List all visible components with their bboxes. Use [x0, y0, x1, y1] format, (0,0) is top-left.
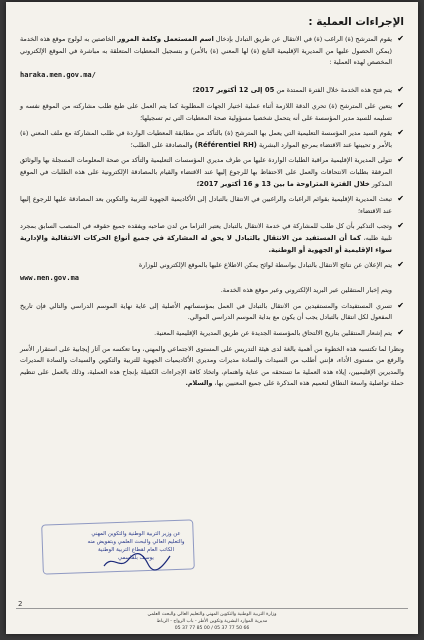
signature-line: عن وزير التربية الوطنية والتكوين المهني	[91, 531, 181, 537]
paragraph-11	[20, 344, 404, 390]
paragraph-bold: (Référentiel RH)	[194, 140, 257, 149]
ministry-url: www.men.gov.ma	[20, 273, 80, 282]
checkmark-icon: ✔	[397, 328, 404, 338]
paragraph-text: يتم الإعلان عن نتائج الانتقال بالتبادل بواسطة لوائح يمكن الاطلاع عليها بالموقع الإلكتروني للوزارة	[138, 261, 392, 270]
document-body	[20, 16, 404, 394]
paragraph-text: يتم فتح هذه الخدمة خلال الفترة الممتدة من	[274, 86, 392, 95]
checkmark-icon: ✔	[397, 194, 404, 204]
checkmark-icon: ✔	[397, 128, 404, 138]
footer-address: مديرية الموارد البشرية وتكوين الأطر - باب الرواح - الرباط	[156, 619, 268, 624]
footer-phone: 05 37 77 85 00 / 05 37 77 50 66	[174, 626, 250, 631]
closing-salutation: والسلام.	[185, 379, 213, 388]
paragraph-4	[20, 128, 404, 151]
handwritten-signature	[102, 550, 172, 572]
checkmark-icon: ✔	[397, 85, 404, 95]
footer-ministry: وزارة التربية الوطنية والتكوين المهني والتعليم العالي والبحث العلمي	[147, 612, 277, 617]
checkmark-icon: ✔	[397, 221, 404, 231]
paragraph-7	[20, 221, 404, 256]
paragraph-text: يتم إشعار المنتقلين بتاريخ الالتحاق بالمؤسسة الجديدة عن طريق المديرية الإقليمية المعنية.	[154, 329, 392, 338]
paragraph-bold: خلال الفترة المتراوحة ما بين 13 و 16 أكتوبر 2017؛	[196, 179, 370, 188]
section-heading: الإجراءات العملية :	[308, 16, 404, 28]
paragraph-text: والمصادقة على الطلب؛	[130, 140, 195, 149]
paragraph-text: يقوم المترشح (ة) الراغب (ة) في الانتقال عن طريق التبادل بإدخال	[213, 35, 393, 43]
checkmark-icon: ✔	[397, 300, 404, 310]
paragraph-1	[20, 34, 404, 81]
checkmark-icon: ✔	[397, 34, 404, 43]
paragraph-text: تتولى المديرية الإقليمية مراقبة الطلبات الواردة عليها من طرف مديري المؤسسات التعليمية والتأكد من صحة المعلومات المسجلة بها والوثائق المرفقة بطلبات الانتحاقات والعمل على الاحتفاظ بها للرجوع إليها عند الاقتضاء والقيام بالمصادقة الإلكترونية على هذه الطلبات في الموقع المذكور	[20, 156, 392, 188]
paragraph-text: وتجب التذكير بأن كل طلب للمشاركة في خدمة الانتقال بالتبادل يعتبر التزاما من لدن صاحبه ويفقده جميع حقوقه في المنصب السابق بمجرد تلبية طلبه،	[20, 222, 393, 242]
signatory-name: يوسف بلقاسمي	[118, 555, 154, 561]
paragraph-bold: اسم المستعمل وكلمة المرور	[117, 35, 214, 43]
paragraph-6	[20, 194, 404, 217]
page-number: 2	[18, 600, 23, 608]
paragraph-bold: 05 إلى 12 أكتوبر 2017؛	[192, 86, 275, 95]
site-url: haraka.men.gov.ma/	[20, 70, 96, 79]
document-page	[6, 2, 418, 634]
checkmark-icon: ✔	[397, 260, 404, 270]
signature-line: الكاتب العام لقطاع التربية الوطنية	[98, 547, 174, 553]
paragraph-5	[20, 155, 404, 190]
paragraph-text: تسري المستفيدات والمستفيدين من الانتقال بالتبادل في العمل بمؤسساتهم الأصلية إلى غاية نهاية الموسم الدراسي والتالي فإن تاريخ المفعول لكل انتقال بالتبادل يجب أن يكون مع بداية الموسم الدراسي الموالي.	[20, 301, 392, 322]
checkmark-icon: ✔	[397, 100, 404, 110]
paragraph-9	[20, 301, 404, 324]
paragraph-8	[20, 260, 404, 297]
paragraph-2	[20, 85, 404, 97]
paragraph-text: ويتم إخبار المنتقلين عبر البريد الإلكتروني وعبر موقع هذه الخدمة.	[220, 286, 392, 295]
paragraph-text: يتعين على المترشح (ة) تحري الدقة اللازمة أثناء عملية اختيار الجهات المطلوبة كما يتم العمل على طبع طلب مشاركته من الموقع نفسه و تسليمه للسيد مدير المؤسسة على أنه يتحمل شخصيا مسؤولية صحة المعطيات التي تم تسجيلها؛	[20, 101, 392, 122]
paragraph-text: يقوم السيد مدير المؤسسة التعليمية التي يعمل بها المترشح (ة) بالتأكد من مطابقة المعطيات الواردة في طلب المشاركة مع ملف المعني (ة) بالأمر و تحيينها عند الاقتضاء بمرجع الموارد البشرية	[20, 129, 392, 149]
paragraph-3	[20, 101, 404, 124]
paragraph-text: تبعث المديرية الإقليمية بقوائم الراغبات والراغبين في الانتقال بالتبادل إلى الأكاديمية الجهوية للتربية والتكوين بعد المصادقة عليها للرجوع إليها عند الاقتضاء؛	[20, 195, 392, 215]
checkmark-icon: ✔	[397, 155, 404, 165]
paragraph-text: الخاصتين به لولوج موقع هذه الخدمة (يمكن الحصول عليها من المديرية الإقليمية التابع (ة) لها المعني (ة) بالأمر) و بتسجيل المعطيات المتعلقة به مباشرة في الموقع الإلكتروني المخصص لهذه العملية :	[20, 35, 392, 67]
paragraph-text: ونظرا لما تكتسبه هذه الخطوة من أهمية بالغة لدى هيئة التدريس على المستوى الاجتماعي والمهني، وما تعكسه من آثار إيجابية على استقرار الأسر والرفع من مستوى الأداء، فإنني أطلب من السيدات والسادة مديرات ومديري الأكاديميات الجهوية للتربية والتكوين والسيدات والسادة المديرات والمديرين الإقليميين، إيلاء هذه العملية ما تستحقه من عناية واهتمام، واتخاذ كافة الإجراءات الكفيلة بإنجاح هذه العملية، وذلك بالعمل على تنظيم حملة تواصلية واسعة النطاق لتعميم هذه المذكرة على جميع المعنيين بها،	[20, 344, 404, 388]
signature-line: والتعليم العالي والبحث العلمي وبتفويض منه	[87, 539, 185, 545]
paragraph-10	[20, 328, 404, 340]
paragraph-bold: كما أن المستفيد من الانتقال بالتبادل لا يحق له المشاركة في جميع أنواع الحركات الانتقالية والإدارية سواء الإقليمية أو الجهوية أو الوطنية.	[20, 233, 392, 254]
page-footer	[16, 608, 408, 632]
